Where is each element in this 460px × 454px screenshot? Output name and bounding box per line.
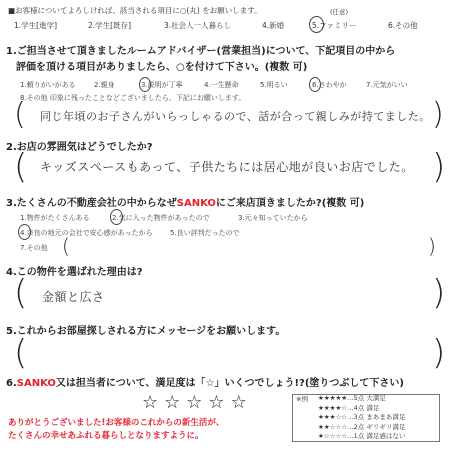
q1-other-label: 8.その他 印象に残ったことなどございましたら、下記にお願いします。: [20, 94, 246, 102]
rating-legend-row: ★★☆☆☆…2点 ギリギリ満足: [318, 422, 406, 431]
q3-circle-mark-2: [110, 209, 123, 225]
q1-circle-mark-3: [139, 77, 151, 92]
q3-option-1[interactable]: 1.物件がたくさんある: [20, 214, 90, 222]
q4-answer: 金額と広さ: [42, 290, 105, 304]
q6-title: [6, 374, 404, 389]
star-5-icon[interactable]: ☆: [230, 392, 247, 413]
q3-option-5[interactable]: 5.良い評判だったので: [170, 229, 240, 237]
q3-option-2[interactable]: 2.気に入った物件があったので: [112, 214, 210, 222]
q1-option-5[interactable]: 5.明るい: [260, 81, 288, 89]
q6-prefix: 6.: [6, 378, 17, 389]
star-3-icon[interactable]: ☆: [186, 392, 203, 413]
q3-other-paren-left: (: [62, 234, 70, 258]
rating-legend-row: ★☆☆☆☆…1点 満足感はない: [318, 432, 406, 440]
rating-legend-row: ★★★★☆…4点 満足: [318, 403, 380, 412]
q3-option-4[interactable]: 4.奈良の地元の会社で安心感があったから: [20, 229, 153, 237]
q3-option-7[interactable]: 7.その他: [20, 244, 48, 252]
q1-title-line2: 評価を頂ける項目がありましたら、○を付けて下さい。(複数 可): [16, 62, 308, 73]
q5-paren-left: (: [14, 333, 28, 373]
q1-answer: 同じ年頃のお子さんがいらっしゃるので、話が合って親しみが持てました。: [40, 110, 431, 123]
rating-legend-example: ※例: [296, 395, 308, 403]
q3-title-prefix: 3.たくさんの不動産会社の中からなぜ: [6, 198, 177, 209]
q1-option-1[interactable]: 1.頼りがいがある: [20, 81, 76, 89]
rating-legend-row: ★★★☆☆…3点 まあまあ満足: [318, 413, 406, 421]
q1-option-3[interactable]: 3.説明が丁寧: [141, 81, 183, 89]
optional-label: (任意): [330, 8, 349, 16]
q5-title: 5.これからお部屋探しされる方にメッセージをお願いします。: [6, 326, 286, 337]
star-2-icon[interactable]: ☆: [164, 392, 181, 413]
intro-instruction: ■お客様についてよろしければ、該当される項目に○(丸) をお願いします。: [8, 6, 262, 15]
q3-other-paren-right: ): [428, 234, 436, 258]
footer-line2: たくさんの幸せあふれる暮らしとなりますように。: [8, 431, 204, 441]
selected-circle-mark: [309, 16, 324, 33]
q2-paren-left: (: [14, 147, 28, 187]
q1-option-2[interactable]: 2.親身: [94, 81, 115, 89]
q3-title-suffix: にご来店頂きましたか?(複数 可): [215, 198, 365, 209]
category-6[interactable]: 6.その他: [388, 21, 418, 30]
category-2[interactable]: 2.学生[既存]: [88, 21, 132, 30]
footer-line1: ありがとうございました!お客様のこれからの新生活が、: [8, 418, 225, 428]
star-rating[interactable]: [142, 392, 253, 413]
q3-option-3[interactable]: 3.元々知っていたから: [238, 214, 308, 222]
q1-circle-mark-6: [309, 77, 321, 92]
q2-answer: キッズスペースもあって、子供たちには居心地が良いお店でした。: [40, 160, 414, 174]
category-3[interactable]: 3.社会人一人暮らし: [164, 21, 232, 30]
q2-title: 2.お店の雰囲気はどうでしたか?: [6, 142, 153, 153]
q1-option-7[interactable]: 7.元気がいい: [366, 81, 408, 89]
star-4-icon[interactable]: ☆: [208, 392, 225, 413]
q3-title: [6, 194, 364, 209]
q1-title-line1: 1.ご担当させて頂きましたルームアドバイザー(営業担当)について、下記項目の中から: [6, 46, 396, 57]
q4-title: 4.この物件を選ばれた理由は?: [6, 267, 143, 278]
category-5[interactable]: 5.ファミリー: [312, 21, 357, 30]
q4-paren-right: ): [432, 273, 446, 313]
rating-legend-rows: [318, 394, 405, 442]
category-1[interactable]: 1.学生[進学]: [14, 21, 58, 30]
q5-paren-right: ): [432, 333, 446, 373]
q3-circle-mark-4: [18, 224, 31, 240]
q2-paren-right: ): [432, 147, 446, 187]
q6-brand: SANKO: [16, 378, 56, 389]
q1-paren-right: ): [432, 97, 444, 132]
q4-paren-left: (: [14, 273, 28, 313]
star-1-icon[interactable]: ☆: [142, 392, 159, 413]
q1-paren-left: (: [14, 97, 26, 132]
q6-suffix: 又は担当者について、満足度は「☆」いくつでしょう!?(塗りつぶして下さい): [55, 378, 404, 389]
q1-option-6[interactable]: 6.さわやか: [312, 81, 347, 89]
category-4[interactable]: 4.新婚: [262, 21, 285, 30]
q3-brand: SANKO: [176, 198, 216, 209]
rating-legend-row: ★★★★★…5点 大満足: [318, 394, 386, 402]
q1-option-4[interactable]: 4.一生懸命: [204, 81, 239, 89]
